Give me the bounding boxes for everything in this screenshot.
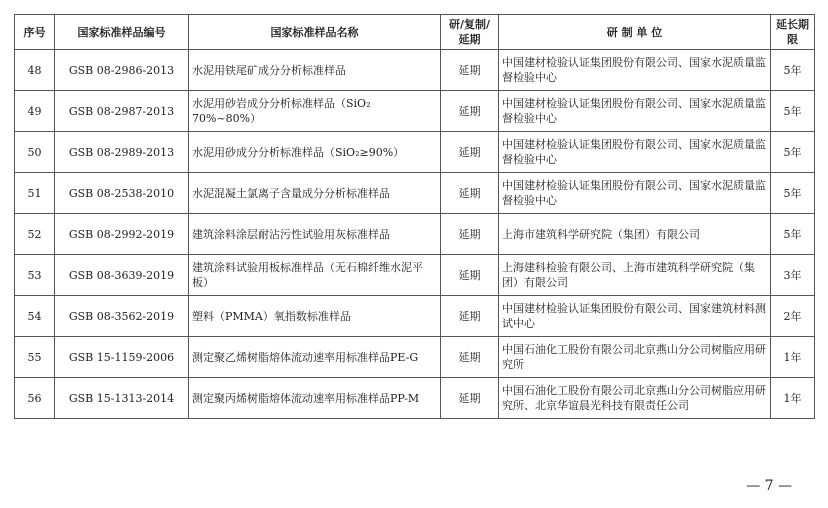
cell-name: 水泥用铁尾矿成分分析标准样品	[189, 50, 441, 91]
cell-code: GSB 08-3639-2019	[55, 255, 189, 296]
cell-type: 延期	[441, 296, 499, 337]
header-no: 序号	[15, 15, 55, 50]
cell-type: 延期	[441, 378, 499, 419]
table-row	[15, 50, 815, 91]
cell-unit: 上海建科检验有限公司、上海市建筑科学研究院（集团）有限公司	[499, 255, 771, 296]
cell-ext: 1年	[771, 337, 815, 378]
cell-type: 延期	[441, 132, 499, 173]
cell-code: GSB 08-2989-2013	[55, 132, 189, 173]
cell-type: 延期	[441, 214, 499, 255]
cell-unit: 中国建材检验认证集团股份有限公司、国家水泥质量监督检验中心	[499, 173, 771, 214]
cell-unit: 中国建材检验认证集团股份有限公司、国家水泥质量监督检验中心	[499, 91, 771, 132]
cell-type: 延期	[441, 255, 499, 296]
cell-no: 50	[15, 132, 55, 173]
cell-unit: 上海市建筑科学研究院（集团）有限公司	[499, 214, 771, 255]
header-unit: 研 制 单 位	[499, 15, 771, 50]
standards-table	[14, 14, 815, 419]
cell-name: 测定聚乙烯树脂熔体流动速率用标准样品PE-G	[189, 337, 441, 378]
cell-ext: 3年	[771, 255, 815, 296]
cell-ext: 5年	[771, 91, 815, 132]
table-row	[15, 132, 815, 173]
cell-ext: 5年	[771, 173, 815, 214]
cell-ext: 5年	[771, 50, 815, 91]
table-row	[15, 296, 815, 337]
cell-code: GSB 15-1313-2014	[55, 378, 189, 419]
cell-no: 48	[15, 50, 55, 91]
cell-name: 测定聚丙烯树脂熔体流动速率用标准样品PP-M	[189, 378, 441, 419]
cell-ext: 1年	[771, 378, 815, 419]
table-row	[15, 214, 815, 255]
cell-name: 水泥用砂成分分析标准样品（SiO₂≥90%）	[189, 132, 441, 173]
cell-code: GSB 08-2538-2010	[55, 173, 189, 214]
table-row	[15, 378, 815, 419]
cell-unit: 中国建材检验认证集团股份有限公司、国家水泥质量监督检验中心	[499, 50, 771, 91]
page-number: — 7 —	[746, 478, 792, 494]
cell-unit: 中国石油化工股份有限公司北京燕山分公司树脂应用研究所	[499, 337, 771, 378]
cell-type: 延期	[441, 50, 499, 91]
table-row	[15, 173, 815, 214]
table-header-row	[15, 15, 815, 50]
cell-ext: 5年	[771, 214, 815, 255]
cell-code: GSB 08-3562-2019	[55, 296, 189, 337]
cell-ext: 5年	[771, 132, 815, 173]
cell-code: GSB 15-1159-2006	[55, 337, 189, 378]
cell-no: 49	[15, 91, 55, 132]
cell-code: GSB 08-2986-2013	[55, 50, 189, 91]
cell-type: 延期	[441, 337, 499, 378]
cell-no: 51	[15, 173, 55, 214]
cell-no: 56	[15, 378, 55, 419]
cell-no: 52	[15, 214, 55, 255]
cell-code: GSB 08-2992-2019	[55, 214, 189, 255]
cell-ext: 2年	[771, 296, 815, 337]
cell-unit: 中国石油化工股份有限公司北京燕山分公司树脂应用研究所、北京华谊晨光科技有限责任公司	[499, 378, 771, 419]
header-code: 国家标准样品编号	[55, 15, 189, 50]
header-name: 国家标准样品名称	[189, 15, 441, 50]
cell-unit: 中国建材检验认证集团股份有限公司、国家建筑材料测试中心	[499, 296, 771, 337]
cell-type: 延期	[441, 91, 499, 132]
table-row	[15, 91, 815, 132]
cell-name: 建筑涂料试验用板标准样品（无石棉纤维水泥平板）	[189, 255, 441, 296]
cell-type: 延期	[441, 173, 499, 214]
header-type: 研/复制/延期	[441, 15, 499, 50]
table-row	[15, 337, 815, 378]
cell-name: 水泥混凝土氯离子含量成分分析标准样品	[189, 173, 441, 214]
cell-name: 水泥用砂岩成分分析标准样品（SiO₂ 70%~80%）	[189, 91, 441, 132]
cell-code: GSB 08-2987-2013	[55, 91, 189, 132]
cell-no: 54	[15, 296, 55, 337]
table-row	[15, 255, 815, 296]
cell-name: 建筑涂料涂层耐沾污性试验用灰标准样品	[189, 214, 441, 255]
cell-name: 塑料（PMMA）氧指数标准样品	[189, 296, 441, 337]
cell-no: 53	[15, 255, 55, 296]
header-ext: 延长期限	[771, 15, 815, 50]
cell-unit: 中国建材检验认证集团股份有限公司、国家水泥质量监督检验中心	[499, 132, 771, 173]
cell-no: 55	[15, 337, 55, 378]
